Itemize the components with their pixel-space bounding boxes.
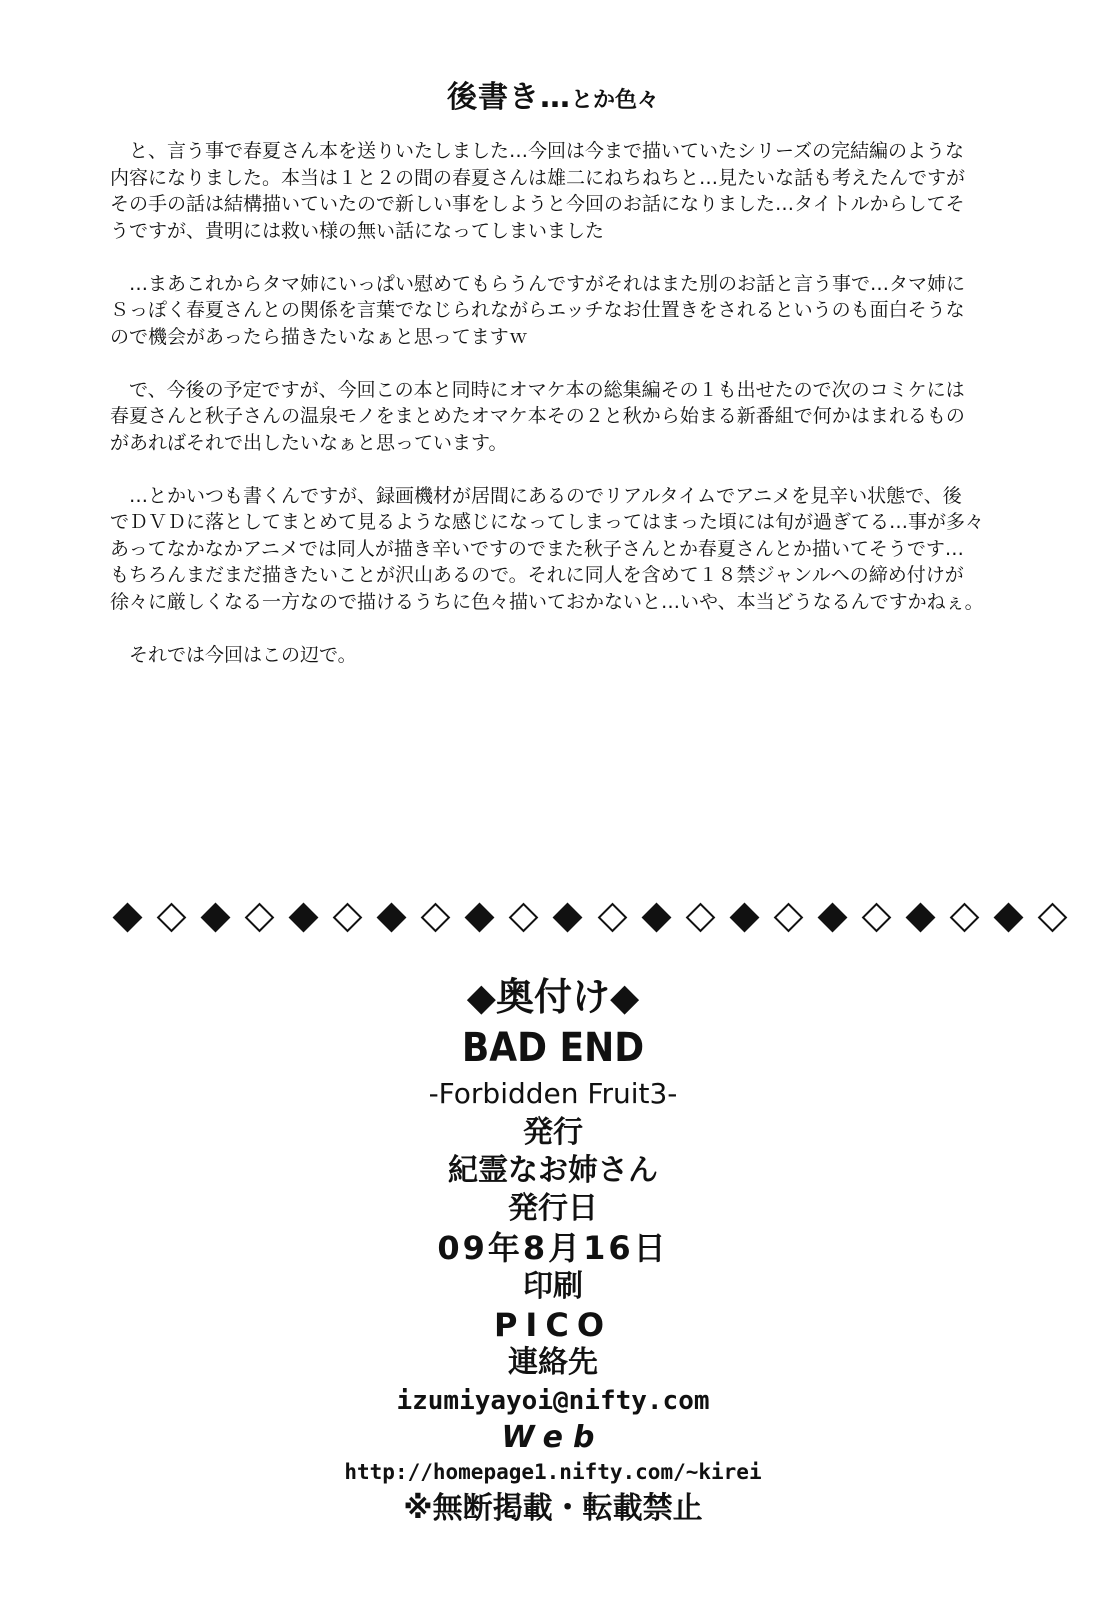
publisher-name: 紀霊なお姉さん: [448, 1153, 658, 1188]
website-url: http://homepage1.nifty.com/~kirei: [344, 1460, 762, 1484]
text-line: 春夏さんと秋子さんの温泉モノをまとめたオマケ本その２と秋から始まる新番組で何かはまれるもの: [110, 405, 965, 427]
printer-name: PICO: [493, 1306, 613, 1344]
publisher-label: 発行: [523, 1115, 583, 1150]
afterword-body: [110, 138, 1030, 695]
text-line: 徐々に厳しくなる一方なので描けるうちに色々描いておかないと…いや、本当どうなるんですかねぇ。: [110, 590, 984, 613]
publish-date: 09年8月16日: [437, 1229, 669, 1267]
filled-diamond-icon: [465, 902, 495, 932]
filled-diamond-icon: [641, 902, 671, 932]
filled-diamond-icon: [553, 902, 583, 932]
book-title: BAD END: [461, 1025, 645, 1071]
text-line: もちろんまだまだ描きたいことが沢山あるので。それに同人を含めて１８禁ジャンルへの締め付けが: [110, 564, 964, 586]
filled-diamond-icon: [289, 902, 319, 932]
text-line: で、今後の予定ですが、今回この本と同時にオマケ本の総集編その１も出せたので次のコミケには: [110, 378, 965, 401]
text-line: その手の話は結構描いていたので新しい事をしようと今回のお話になりました…タイトルからしてそ: [110, 193, 965, 215]
filled-diamond-icon: [377, 902, 407, 932]
afterword-paragraph: [110, 138, 1030, 244]
filled-diamond-icon: [113, 902, 143, 932]
outline-diamond-icon: [157, 902, 187, 932]
afterword-heading: [0, 72, 1106, 116]
outline-diamond-icon: [1038, 902, 1068, 932]
colophon: [0, 972, 1106, 1530]
diamond-divider: [117, 902, 1063, 932]
text-line: Ｓっぽく春夏さんとの関係を言葉でなじられながらエッチなお仕置きをされるというのも面白そうな: [110, 299, 965, 321]
afterword-paragraph: [110, 271, 1030, 351]
filled-diamond-icon: [201, 902, 231, 932]
outline-diamond-icon: [333, 902, 363, 932]
text-line: それでは今回はこの辺で。: [110, 643, 357, 666]
text-line: と、言う事で春夏さん本を送りいたしました…今回は今まで描いていたシリーズの完結編のような: [110, 140, 965, 162]
date-label: 発行日: [508, 1191, 598, 1226]
outline-diamond-icon: [509, 902, 539, 932]
afterword-paragraph: [110, 377, 1030, 457]
printer-label: 印刷: [523, 1269, 583, 1304]
outline-diamond-icon: [773, 902, 803, 932]
afterword-paragraph: [110, 642, 1030, 669]
afterword-title: 後書き…: [446, 80, 571, 115]
text-line: …まあこれからタマ姉にいっぱい慰めてもらうんですがそれはまた別のお話と言う事で…タマ姉に: [110, 272, 966, 295]
book-subtitle: -Forbidden Fruit3-: [428, 1077, 678, 1110]
outline-diamond-icon: [861, 902, 891, 932]
filled-diamond-icon: [905, 902, 935, 932]
outline-diamond-icon: [421, 902, 451, 932]
outline-diamond-icon: [245, 902, 275, 932]
text-line: ので機会があったら描きたいなぁと思ってますｗ: [110, 325, 528, 348]
colophon-heading: ◆奥付け◆: [466, 975, 640, 1019]
filled-diamond-icon: [994, 902, 1024, 932]
web-label: Web: [501, 1420, 605, 1455]
outline-diamond-icon: [597, 902, 627, 932]
filled-diamond-icon: [817, 902, 847, 932]
afterword-subtitle: とか色々: [570, 88, 659, 113]
filled-diamond-icon: [729, 902, 759, 932]
afterword-paragraph: [110, 483, 1030, 616]
text-line: あってなかなかアニメでは同人が描き辛いですのでまた秋子さんとか春夏さんとか描いてそうです…: [110, 537, 964, 560]
text-line: 内容になりました。本当は１と２の間の春夏さんは雄二にねちねちと…見たいな話も考えたんですが: [110, 166, 966, 189]
contact-label: 連絡先: [508, 1345, 598, 1380]
text-line: でＤＶＤに落としてまとめて見るような感じになってしまってはまった頃には旬が過ぎてる…事が多々: [110, 511, 985, 533]
contact-email: izumiyayoi@nifty.com: [396, 1386, 710, 1416]
outline-diamond-icon: [685, 902, 715, 932]
reproduction-notice: ※無断掲載・転載禁止: [403, 1491, 703, 1526]
text-line: があればそれで出したいなぁと思っています。: [110, 431, 508, 454]
text-line: …とかいつも書くんですが、録画機材が居間にあるのでリアルタイムでアニメを見辛い状態で、後: [110, 484, 962, 507]
text-line: うですが、貴明には救い様の無い話になってしまいました: [110, 219, 605, 242]
outline-diamond-icon: [950, 902, 980, 932]
